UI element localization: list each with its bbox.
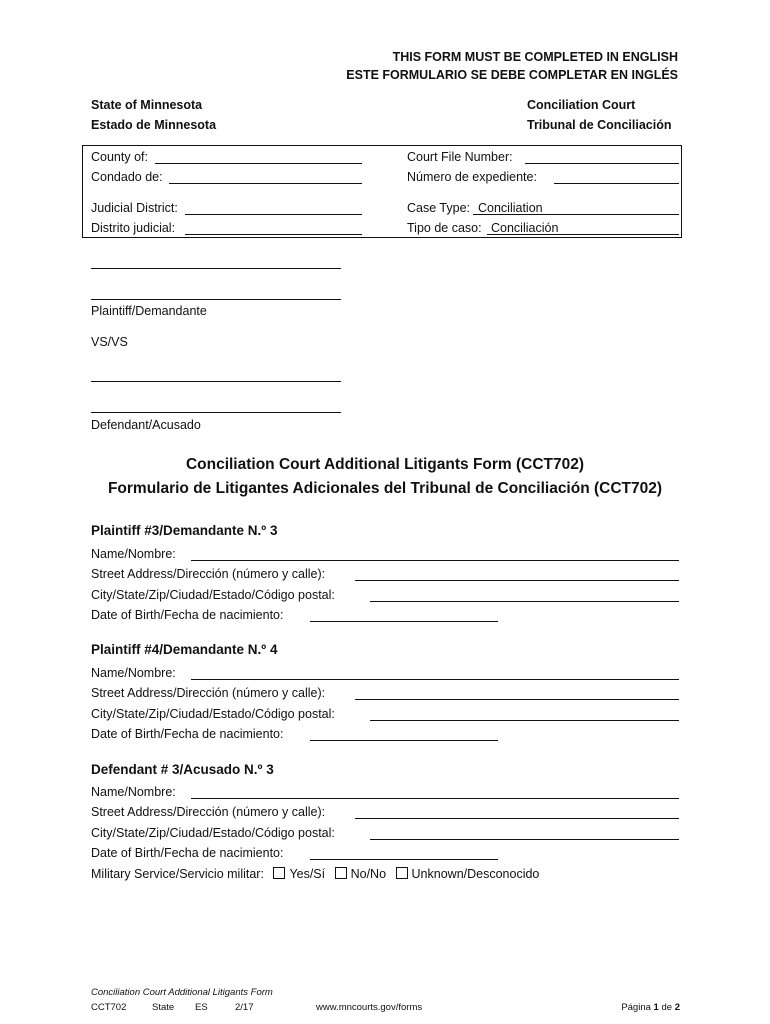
plaintiff3-street-field[interactable]: Street Address/Dirección (número y calle): <box>91 566 679 583</box>
footer-page <box>621 1002 680 1013</box>
court-es: Tribunal de Conciliación <box>527 118 672 132</box>
tipo-caso-field[interactable]: Tipo de caso: Conciliación <box>407 220 679 237</box>
military-no-checkbox[interactable] <box>335 867 347 879</box>
military-service-label: Military Service/Servicio militar: <box>91 867 264 881</box>
military-yes-checkbox[interactable] <box>273 867 285 879</box>
court-heading <box>527 95 671 135</box>
footer-date: 2/17 <box>235 1002 254 1013</box>
state-es: Estado de Minnesota <box>91 118 217 132</box>
defendant3-dob-field[interactable]: Date of Birth/Fecha de nacimiento: <box>91 845 498 862</box>
court-file-number-field[interactable]: Court File Number: <box>407 149 679 166</box>
plaintiff3-name-field[interactable]: Name/Nombre: <box>91 546 679 563</box>
plaintiff4-city-field[interactable]: City/State/Zip/Ciudad/Estado/Código postal: <box>91 706 679 723</box>
defendant3-city-field[interactable]: City/State/Zip/Ciudad/Estado/Código postal: <box>91 825 679 842</box>
english-notice <box>346 48 678 84</box>
plaintiff4-dob-field[interactable]: Date of Birth/Fecha de nacimiento: <box>91 726 498 743</box>
distrito-field[interactable]: Distrito judicial: <box>91 220 362 237</box>
state-heading <box>91 95 216 135</box>
county-field[interactable]: County of: <box>91 149 362 166</box>
plaintiff-label: Plaintiff/Demandante <box>91 304 207 318</box>
military-unknown-checkbox[interactable] <box>396 867 408 879</box>
plaintiff-name-line-2[interactable] <box>91 299 341 300</box>
defendant-name-line-2[interactable] <box>91 412 341 413</box>
notice-line-english: THIS FORM MUST BE COMPLETED IN ENGLISH <box>392 50 678 64</box>
defendant-label: Defendant/Acusado <box>91 418 201 432</box>
section-defendant-3: Defendant # 3/Acusado N.º 3 <box>91 762 274 777</box>
page-total: 2 <box>674 1002 680 1013</box>
defendant3-name-field[interactable]: Name/Nombre: <box>91 784 679 801</box>
footer-url[interactable]: www.mncourts.gov/forms <box>316 1002 423 1013</box>
state-en: State of Minnesota <box>91 98 203 112</box>
plaintiff3-dob-field[interactable]: Date of Birth/Fecha de nacimiento: <box>91 607 498 624</box>
plaintiff3-city-field[interactable]: City/State/Zip/Ciudad/Estado/Código postal: <box>91 587 679 604</box>
footer-form-title: Conciliation Court Additional Litigants Form <box>91 987 273 998</box>
footer-state: State <box>152 1002 175 1013</box>
page-of: de <box>661 1002 673 1013</box>
form-title-es: Formulario de Litigantes Adicionales del Tribunal de Conciliación (CCT702) <box>107 480 663 497</box>
footer-lang: ES <box>195 1002 208 1013</box>
case-type-field[interactable]: Case Type: Conciliation <box>407 200 679 217</box>
military-yes-label: Yes/Sí <box>289 867 326 881</box>
district-field[interactable]: Judicial District: <box>91 200 362 217</box>
form-title <box>0 453 770 501</box>
numero-expediente-field[interactable]: Número de expediente: <box>407 169 679 186</box>
notice-line-spanish: ESTE FORMULARIO SE DEBE COMPLETAR EN INGLÉS <box>346 68 678 82</box>
plaintiff4-street-field[interactable]: Street Address/Dirección (número y calle): <box>91 685 679 702</box>
tipo-caso-value: Conciliación <box>491 221 559 235</box>
page-label: Página <box>621 1002 651 1013</box>
section-plaintiff-3: Plaintiff #3/Demandante N.º 3 <box>91 523 278 538</box>
form-title-en: Conciliation Court Additional Litigants Form (CCT702) <box>185 456 585 473</box>
versus-label: VS/VS <box>91 335 128 349</box>
military-service-row <box>91 866 539 883</box>
section-plaintiff-4: Plaintiff #4/Demandante N.º 4 <box>91 642 278 657</box>
plaintiff4-name-field[interactable]: Name/Nombre: <box>91 665 679 682</box>
condado-field[interactable]: Condado de: <box>91 169 362 186</box>
plaintiff-name-line-1[interactable] <box>91 268 341 269</box>
case-type-value: Conciliation <box>478 201 543 215</box>
page-number: 1 <box>653 1002 659 1013</box>
court-en: Conciliation Court <box>527 98 636 112</box>
military-no-label: No/No <box>350 867 387 881</box>
defendant3-street-field[interactable]: Street Address/Dirección (número y calle): <box>91 804 679 821</box>
military-unknown-label: Unknown/Desconocido <box>411 867 540 881</box>
defendant-name-line-1[interactable] <box>91 381 341 382</box>
footer-code: CCT702 <box>91 1002 127 1013</box>
